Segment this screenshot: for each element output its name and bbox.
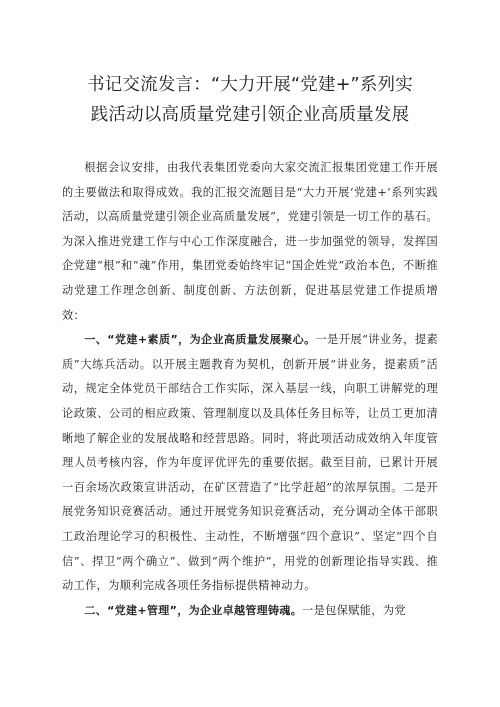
title-line-2: 践活动以高质量党建引领企业高质量发展 bbox=[90, 105, 410, 125]
document-title bbox=[54, 70, 446, 130]
title-line-1: 书记交流发言：“大力开展“党建+”系列实 bbox=[87, 75, 413, 95]
section-heading: 一、“党建+素质”，为企业高质量发展聚心。 bbox=[84, 333, 316, 347]
section-heading: 二、“党建+管理”，为企业卓越管理铸魂。 bbox=[84, 603, 303, 617]
paragraph-text: 根据会议安排，由我代表集团党委向大家交流汇报集团党建工作开展的主要做法和取得成效。我的汇报交流题目是“大力开展‘党建+’系列实践活动，以高质量党建引领企业高质量发展”，党建引领是一切工作的基石。为深入推进党建工作与中心工作深度融合，进一步加强党的领导，发挥国企党建“根”和“魂”作用，集团党委始终牢记“国企姓党”政治本色，不断推动党建工作理念创新、制度创新、方法创新，促进基层党建工作提质增效： bbox=[62, 161, 438, 322]
paragraph-text: 一是开展“讲业务，提素质”大练兵活动。以开展主题教育为契机，创新开展“讲业务，提素质”活动，规定全体党员干部结合工作实际，深入基层一线，向职工讲解党的理论政策、公司的相应政策、管理制度以及具体任务目标等，让员工更加清晰地了解企业的发展战略和经营思路。同时，将此项活动成效纳入年度管理人员考核内容，作为年度评优评先的重要依据。截至目前，已累计开展一百余场次政策宣讲活动，在矿区营造了“比学赶超”的浓厚氛围。二是开展党务知识竞赛活动。通过开展党务知识竞赛活动，充分调动全体干部职工政治理论学习的积极性、主动性，不断增强“四个意识”、坚定“四个自信”、捍卫“两个确立”、做到“两个维护”，用党的创新理论指导实践、推动工作，为顺利完成各项任务指标提供精神动力。 bbox=[62, 333, 438, 593]
paragraph-text: 一是包保赋能，为党 bbox=[302, 603, 406, 617]
paragraph-section-2 bbox=[62, 599, 438, 624]
paragraph-section-1 bbox=[62, 328, 438, 599]
paragraph-intro bbox=[62, 156, 438, 328]
